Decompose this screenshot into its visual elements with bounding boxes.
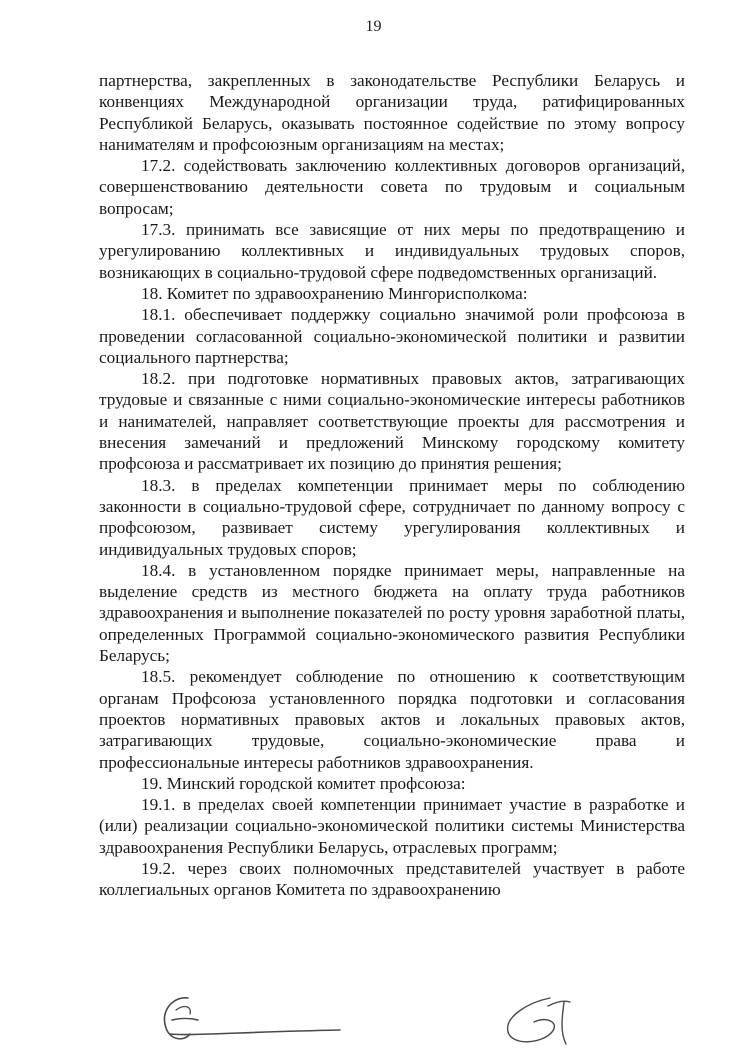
paragraph-17-1-continuation: партнерства, закрепленных в законодательстве Республики Беларусь и конвенциях Международной организации труда, ратифицированных Республикой Беларусь, оказывать постоянное содействие по этому вопросу нанимателям и профсоюзным организациям на местах; xyxy=(99,71,685,154)
signatures xyxy=(0,990,747,1055)
signature-right xyxy=(490,992,600,1057)
paragraph-18-3: 18.3. в пределах компетенции принимает меры по соблюдению законности в социально-трудовой сфере, сотрудничает по данному вопросу с профсоюзом, развивает систему урегулирования коллективных и индивидуальных трудовых споров; xyxy=(99,475,685,559)
paragraph-19-heading: 19. Минский городской комитет профсоюза: xyxy=(141,773,466,793)
paragraph-18-2: 18.2. при подготовке нормативных правовых актов, затрагивающих трудовые и связанные с ними социально-экономические интересы работников и нанимателей, направляет соответствующие проекты для рассмотрения и внесения замечаний и предложений Минскому городскому комитету профсоюза и рассматривает их позицию до принятия решения; xyxy=(99,369,685,474)
paragraph-19-1: 19.1. в пределах своей компетенции принимает участие в разработке и (или) реализации социально-экономической политики системы Министерства здравоохранения Республики Беларусь, отраслевых программ; xyxy=(99,795,685,857)
paragraph-18-heading: 18. Комитет по здравоохранению Мингорисполкома: xyxy=(141,283,528,303)
paragraph-18-1: 18.1. обеспечивает поддержку социально значимой роли профсоюза в проведении согласованной социально-экономической политики и развитии социального партнерства; xyxy=(99,305,685,367)
page-number: 19 xyxy=(365,18,382,35)
paragraph-18-4: 18.4. в установленном порядке принимает меры, направленные на выделение средств из местного бюджета на оплату труда работников здравоохранения и выполнение показателей по росту уровня заработной платы, определенных Программой социально-экономического развития Республики Беларусь; xyxy=(99,560,685,666)
signature-left xyxy=(150,990,350,1055)
paragraph-18-5: 18.5. рекомендует соблюдение по отношению к соответствующим органам Профсоюза установленного порядка подготовки и согласования проектов нормативных правовых актов и локальных правовых актов, затрагивающих трудовые, социально-экономические права и профессиональные интересы работников здравоохранения. xyxy=(99,667,685,772)
paragraph-17-2: 17.2. содействовать заключению коллективных договоров организаций, совершенствованию деятельности совета по трудовым и социальным вопросам; xyxy=(99,156,685,218)
document-body xyxy=(99,70,685,901)
paragraph-19-2: 19.2. через своих полномочных представителей участвует в работе коллегиальных органов Комитета по здравоохранению xyxy=(99,858,685,900)
paragraph-17-3: 17.3. принимать все зависящие от них меры по предотвращению и урегулированию коллективных и индивидуальных трудовых споров, возникающих в социально-трудовой сфере подведомственных организаций. xyxy=(99,220,685,282)
